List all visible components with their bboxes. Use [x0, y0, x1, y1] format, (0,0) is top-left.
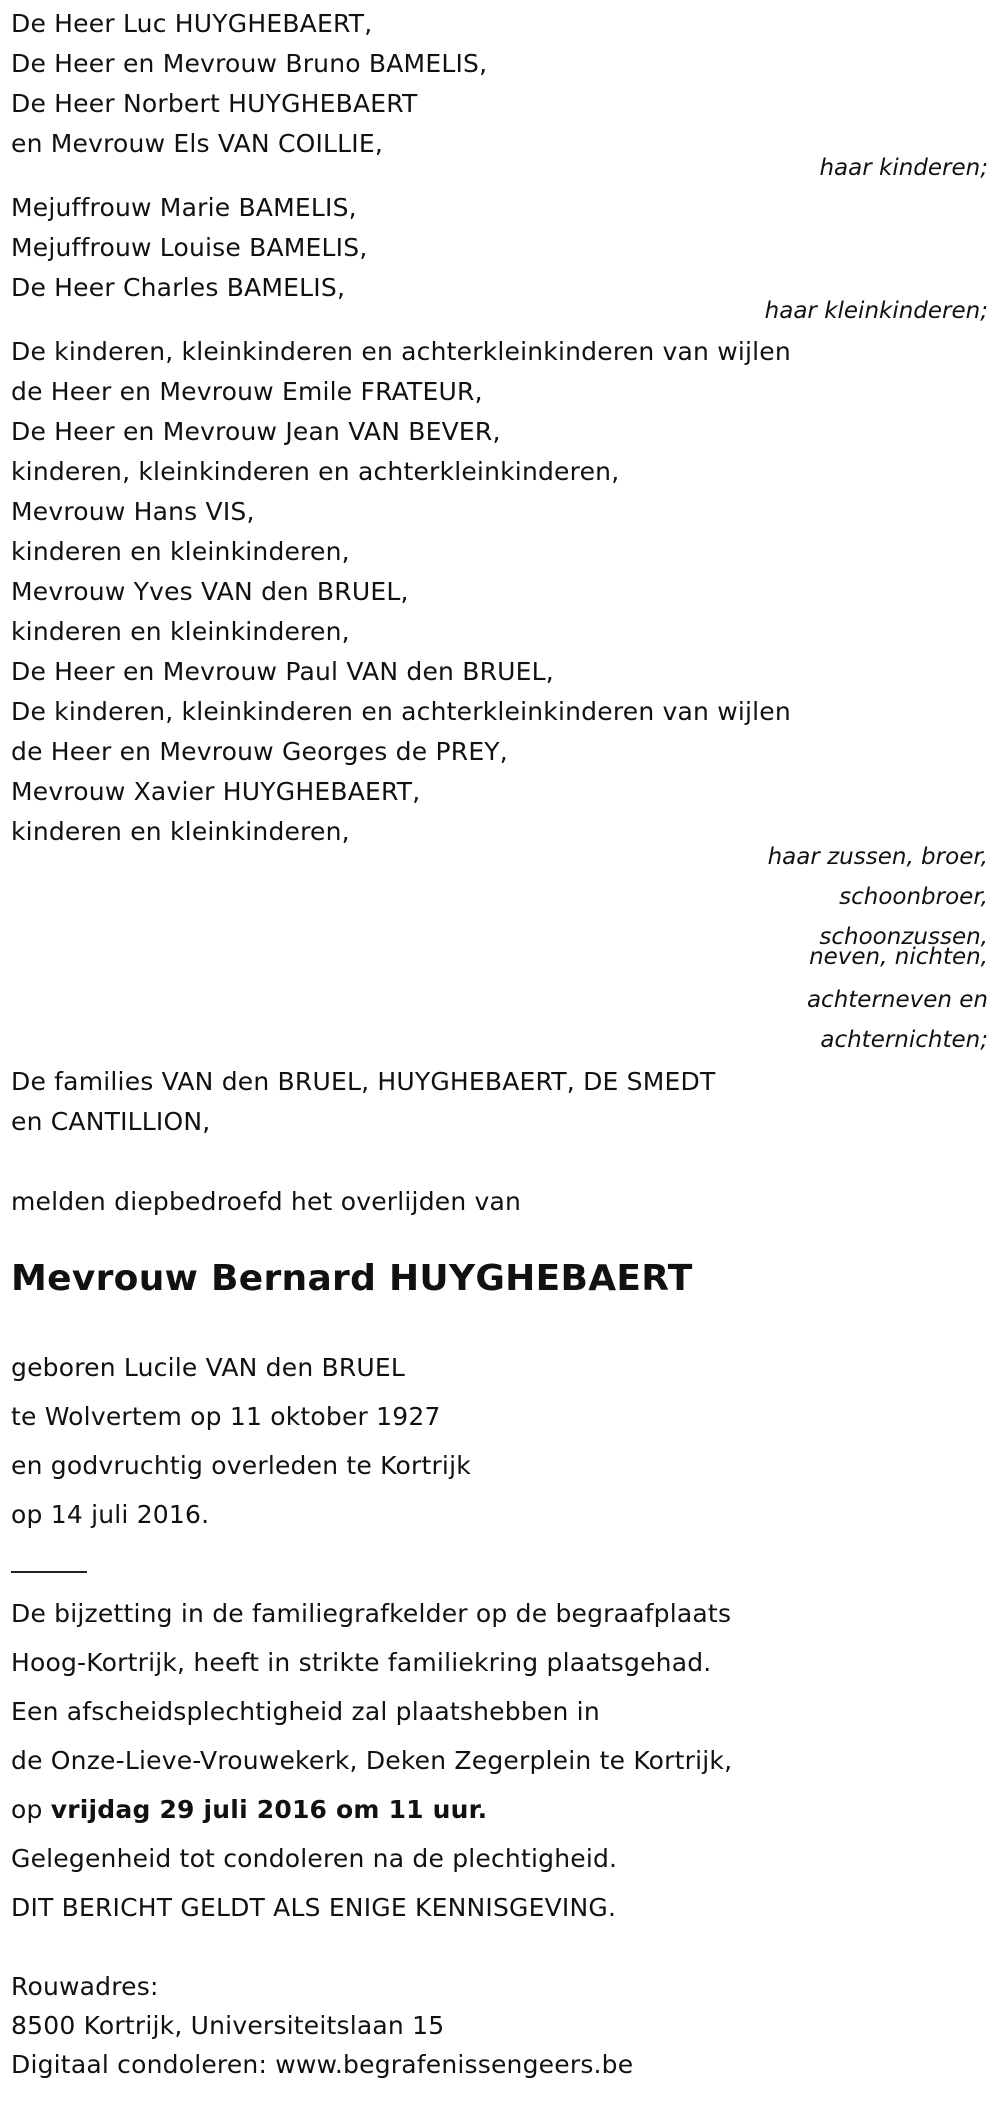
deceased-detail-line: geboren Lucile VAN den BRUEL: [11, 1353, 406, 1382]
sibling-line: De Heer en Mevrouw Paul VAN den BRUEL,: [11, 657, 554, 686]
siblings-relation-label: achterneven en: [806, 987, 988, 1013]
funeral-line: de Onze-Lieve-Vrouwekerk, Deken Zegerplein te Kortrijk,: [11, 1746, 733, 1775]
sibling-line: kinderen, kleinkinderen en achterkleinkinderen,: [11, 457, 620, 486]
children-relation-label: haar kinderen;: [819, 155, 988, 181]
funeral-line: Hoog-Kortrijk, heeft in strikte familiekring plaatsgehad.: [11, 1648, 712, 1677]
sibling-line: De kinderen, kleinkinderen en achterkleinkinderen van wijlen: [11, 697, 791, 726]
ceremony-line: [11, 1794, 487, 1826]
sibling-line: de Heer en Mevrouw Emile FRATEUR,: [11, 377, 483, 406]
grandchildren-relation-label: haar kleinkinderen;: [764, 298, 988, 324]
deceased-detail-line: te Wolvertem op 11 oktober 1927: [11, 1402, 441, 1431]
grandchildren-line: Mejuffrouw Marie BAMELIS,: [11, 193, 357, 222]
siblings-relation-label: schoonzussen,: [819, 924, 988, 950]
sibling-line: kinderen en kleinkinderen,: [11, 537, 350, 566]
sibling-line: de Heer en Mevrouw Georges de PREY,: [11, 737, 508, 766]
sibling-line: De kinderen, kleinkinderen en achterkleinkinderen van wijlen: [11, 337, 791, 366]
contact-label: Rouwadres:: [11, 1972, 159, 2001]
contact-condolence: Digitaal condoleren: www.begrafenissengeers.be: [11, 2050, 634, 2079]
funeral-line: DIT BERICHT GELDT ALS ENIGE KENNISGEVING.: [11, 1893, 617, 1922]
funeral-line: Gelegenheid tot condoleren na de plechtigheid.: [11, 1844, 618, 1873]
sibling-line: Mevrouw Yves VAN den BRUEL,: [11, 577, 409, 606]
sibling-line: Mevrouw Hans VIS,: [11, 497, 255, 526]
grandchildren-line: De Heer Charles BAMELIS,: [11, 273, 346, 302]
siblings-relation-label: achternichten;: [820, 1027, 988, 1053]
sibling-line: De Heer en Mevrouw Jean VAN BEVER,: [11, 417, 501, 446]
families-line: en CANTILLION,: [11, 1107, 211, 1136]
deceased-name: Mevrouw Bernard HUYGHEBAERT: [11, 1258, 693, 1299]
funeral-line: Een afscheidsplechtigheid zal plaatshebben in: [11, 1697, 600, 1726]
families-line: De families VAN den BRUEL, HUYGHEBAERT, DE SMEDT: [11, 1067, 716, 1096]
children-line: De Heer en Mevrouw Bruno BAMELIS,: [11, 49, 488, 78]
ceremony-prefix: op: [11, 1795, 51, 1824]
grandchildren-line: Mejuffrouw Louise BAMELIS,: [11, 233, 368, 262]
children-line: De Heer Luc HUYGHEBAERT,: [11, 9, 373, 38]
announcement-text: melden diepbedroefd het overlijden van: [11, 1187, 522, 1216]
siblings-relation-label: haar zussen, broer,: [767, 844, 988, 870]
contact-address: 8500 Kortrijk, Universiteitslaan 15: [11, 2011, 445, 2040]
ceremony-date: vrijdag 29 juli 2016 om 11 uur.: [50, 1795, 488, 1824]
deceased-detail-line: op 14 juli 2016.: [11, 1500, 210, 1529]
separator-rule: [11, 1571, 87, 1573]
siblings-relation-label: neven, nichten,: [809, 944, 988, 970]
children-line: De Heer Norbert HUYGHEBAERT: [11, 89, 418, 118]
children-line: en Mevrouw Els VAN COILLIE,: [11, 129, 384, 158]
deceased-detail-line: en godvruchtig overleden te Kortrijk: [11, 1451, 471, 1480]
sibling-line: Mevrouw Xavier HUYGHEBAERT,: [11, 777, 421, 806]
funeral-line: De bijzetting in de familiegrafkelder op de begraafplaats: [11, 1599, 732, 1628]
siblings-relation-label: schoonbroer,: [839, 884, 988, 910]
sibling-line: kinderen en kleinkinderen,: [11, 817, 350, 846]
sibling-line: kinderen en kleinkinderen,: [11, 617, 350, 646]
